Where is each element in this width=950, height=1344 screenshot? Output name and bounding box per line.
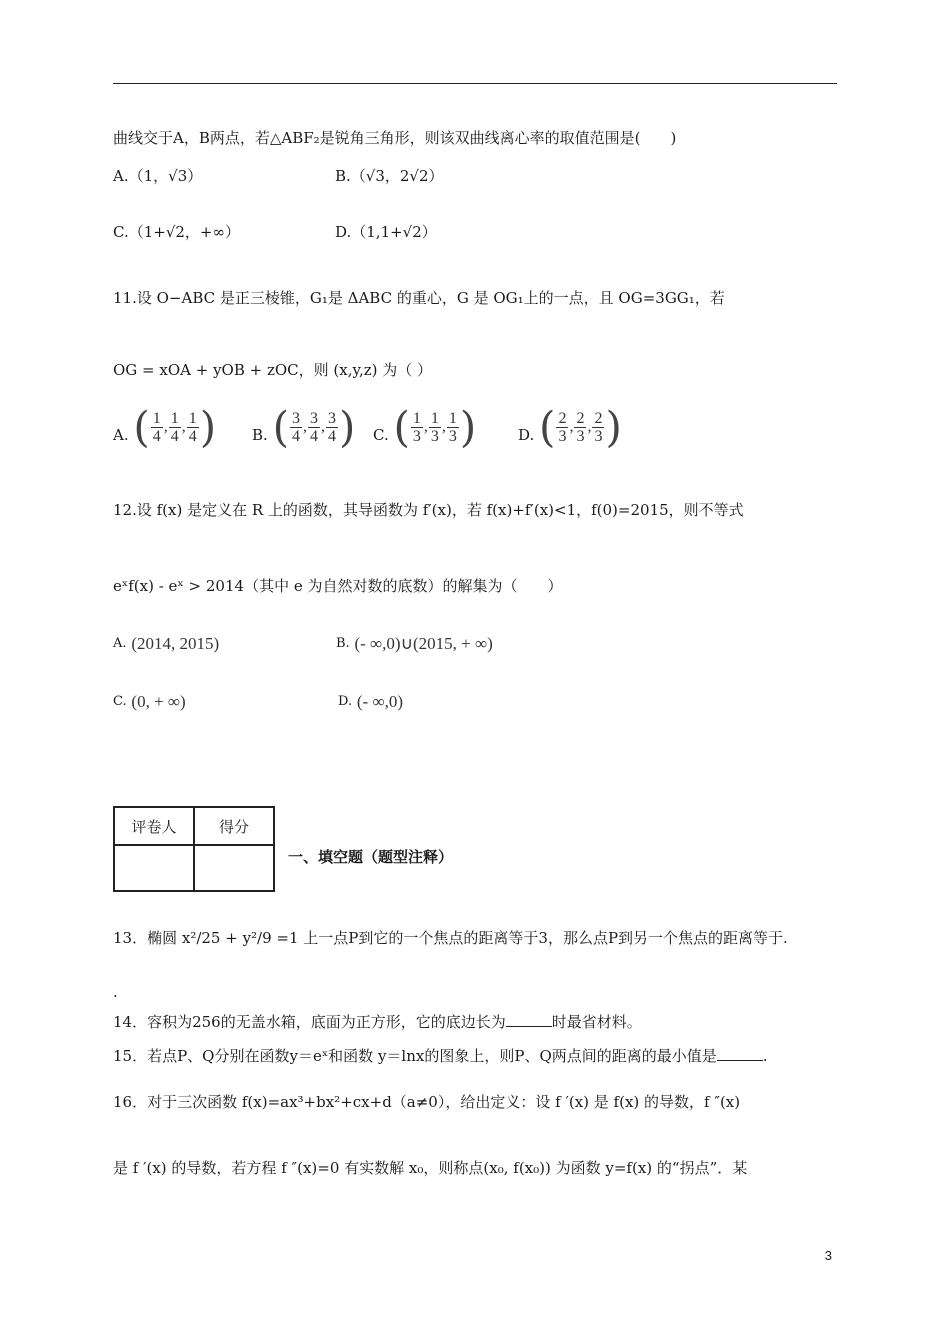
q10-option-c: C.（1+√2，+∞） [113,223,240,241]
q12-option-b: B. (- ∞,0)∪(2015, + ∞) [336,634,493,653]
q12-option-c: C. (0, + ∞) [113,692,186,711]
q11-option-d: D. ( $\frac{2}{3}$ , $\frac{2}{3}$ , $\frac{2}{3}$ ) [518,402,622,452]
page-number: 3 [824,1248,832,1263]
q13-tail: . [113,983,118,1001]
q12-stem-line2: eˣf(x) - eˣ > 2014（其中 e 为自然对数的底数）的解集为（ ） [113,577,563,595]
score-table [113,806,275,892]
q10-option-d: D.（1,1+√2） [335,223,437,241]
q12-stem-line1: 12.设 f(x) 是定义在 R 上的函数，其导函数为 f′(x)，若 f(x)+f′(x)<1，f(0)=2015，则不等式 [113,501,744,519]
q14-text: 14．容积为256的无盖水箱，底面为正方形，它的底边长为 时最省材料。 [113,1013,642,1031]
q13-text: 13．椭圆 x²/25 + y²/9 =1 上一点P到它的一个焦点的距离等于3，那么点P到另一个焦点的距离等于. [113,929,788,947]
q16-line1: 16．对于三次函数 f(x)=ax³+bx²+cx+d（a≠0），给出定义：设 f ′(x) 是 f(x) 的导数，f ″(x) [113,1093,741,1111]
score-table-score-cell [194,845,274,891]
header-rule [113,83,837,84]
q15-text: 15．若点P、Q分别在函数y＝eˣ和函数 y＝lnx的图象上，则P、Q两点间的距离的最小值是 . [113,1047,768,1065]
q11-option-a: A. ( $\frac{1}{4}$ , $\frac{1}{4}$ , $\frac{1}{4}$ ) [113,402,217,452]
q11-stem-line1: 11.设 O−ABC 是正三棱锥，G₁是 ΔABC 的重心，G 是 OG₁上的一点，且 OG=3GG₁，若 [113,289,725,307]
q15-answer-blank [717,1060,763,1061]
q10-stem: 曲线交于A，B两点，若△ABF₂是锐角三角形，则该双曲线离心率的取值范围是( ) [113,129,677,147]
score-table-grader-header: 评卷人 [114,807,194,845]
q10-option-a: A.（1，√3） [113,167,203,185]
section-title: 一、填空题（题型注释） [288,848,454,866]
q11-stem-line2: OG = xOA + yOB + zOC，则 (x,y,z) 为（ ） [113,361,433,379]
q14-answer-blank [506,1026,552,1027]
q12-option-a: A. (2014, 2015) [113,634,220,653]
score-table-score-header: 得分 [194,807,274,845]
q11-option-b: B. ( $\frac{3}{4}$ , $\frac{3}{4}$ , $\frac{3}{4}$ ) [252,402,356,452]
q10-option-b: B.（√3，2√2） [335,167,444,185]
q11-option-c: C. ( $\frac{1}{3}$ , $\frac{1}{3}$ , $\frac{1}{3}$ ) [373,402,477,452]
q16-line2: 是 f ′(x) 的导数，若方程 f ″(x)=0 有实数解 x₀，则称点(x₀, f(x₀)) 为函数 y=f(x) 的“拐点”．某 [113,1159,748,1177]
q12-option-d: D. (- ∞,0) [338,692,403,711]
score-table-grader-cell [114,845,194,891]
